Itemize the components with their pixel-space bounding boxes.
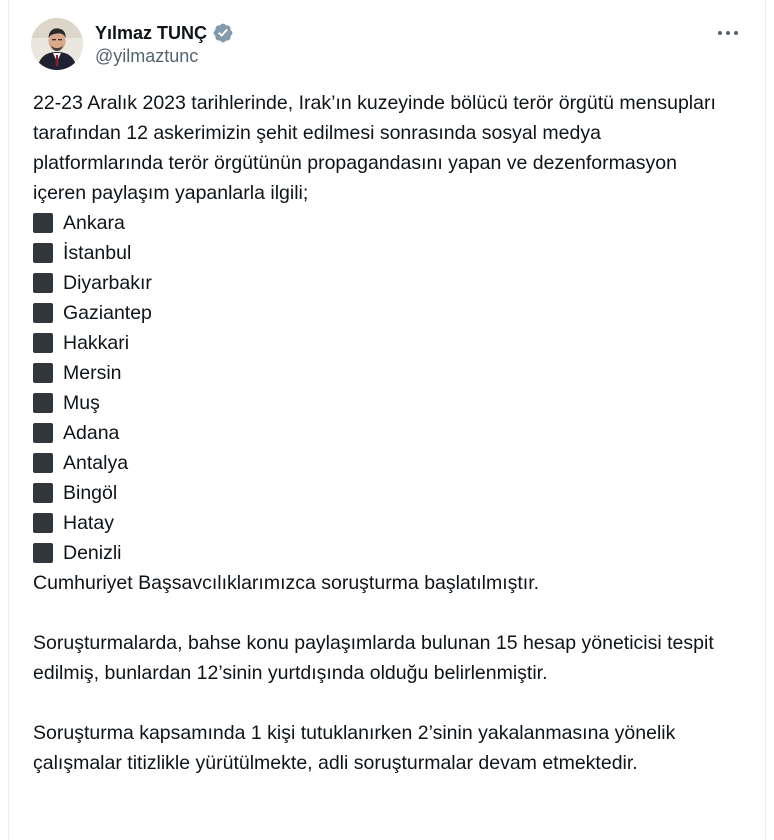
paragraph-gap [33,688,733,718]
black-square-icon [33,513,53,533]
list-item [33,448,733,478]
city-name: Bingöl [63,482,118,504]
verified-badge-icon[interactable] [212,22,234,44]
black-square-icon [33,363,53,383]
city-name: Gaziantep [63,302,152,324]
paragraph-gap [33,598,733,628]
list-item [33,238,733,268]
city-name: Adana [63,422,120,444]
author-block [95,21,234,67]
city-name: Hakkari [63,332,130,354]
black-square-icon [33,453,53,473]
list-item [33,388,733,418]
tweet-card [8,0,766,840]
avatar-image [31,18,83,70]
author-handle[interactable]: @yilmaztunc [95,46,199,66]
tweet-text [33,88,733,778]
city-name: Ankara [63,212,125,234]
avatar[interactable] [31,18,83,70]
list-item [33,478,733,508]
list-item [33,328,733,358]
city-name: Mersin [63,362,122,384]
black-square-icon [33,243,53,263]
author-display-name[interactable]: Yılmaz TUNÇ [95,22,208,43]
tweet-paragraph-3: Soruşturma kapsamında 1 kişi tutuklanırken 2’sinin yakalanmasına yönelik çalışmalar titizlikle yürütülmekte, adli soruşturmalar devam etmektedir. [33,722,676,774]
name-row [95,21,234,45]
list-item [33,268,733,298]
tweet-after-list: Cumhuriyet Başsavcılıklarımızca soruşturma başlatılmıştır. [33,572,540,594]
black-square-icon [33,423,53,443]
city-name: İstanbul [63,242,132,264]
list-item [33,418,733,448]
black-square-icon [33,543,53,563]
tweet-header [31,18,743,74]
tweet-paragraph-2: Soruşturmalarda, bahse konu paylaşımlarda bulunan 15 hesap yöneticisi tespit edilmiş, bunlardan 12’sinin yurtdışında olduğu belirlenmiştir. [33,632,714,684]
black-square-icon [33,483,53,503]
city-name: Antalya [63,452,129,474]
list-item [33,358,733,388]
list-item [33,508,733,538]
list-item [33,208,733,238]
black-square-icon [33,303,53,323]
black-square-icon [33,273,53,293]
city-list [33,208,733,568]
more-options-icon[interactable] [713,22,743,44]
black-square-icon [33,333,53,353]
city-name: Hatay [63,512,114,534]
city-name: Denizli [63,542,122,564]
tweet-intro: 22-23 Aralık 2023 tarihlerinde, Irak’ın kuzeyinde bölücü terör örgütü mensupları tarafından 12 askerimizin şehit edilmesi sonrasında sosyal medya platformlarında terör örgütünün propagandasını yapan ve dezenformasyon içeren paylaşım yapanlarla ilgili; [33,92,716,204]
black-square-icon [33,393,53,413]
city-name: Diyarbakır [63,272,152,294]
city-name: Muş [63,392,100,414]
black-square-icon [33,213,53,233]
list-item [33,538,733,568]
list-item [33,298,733,328]
